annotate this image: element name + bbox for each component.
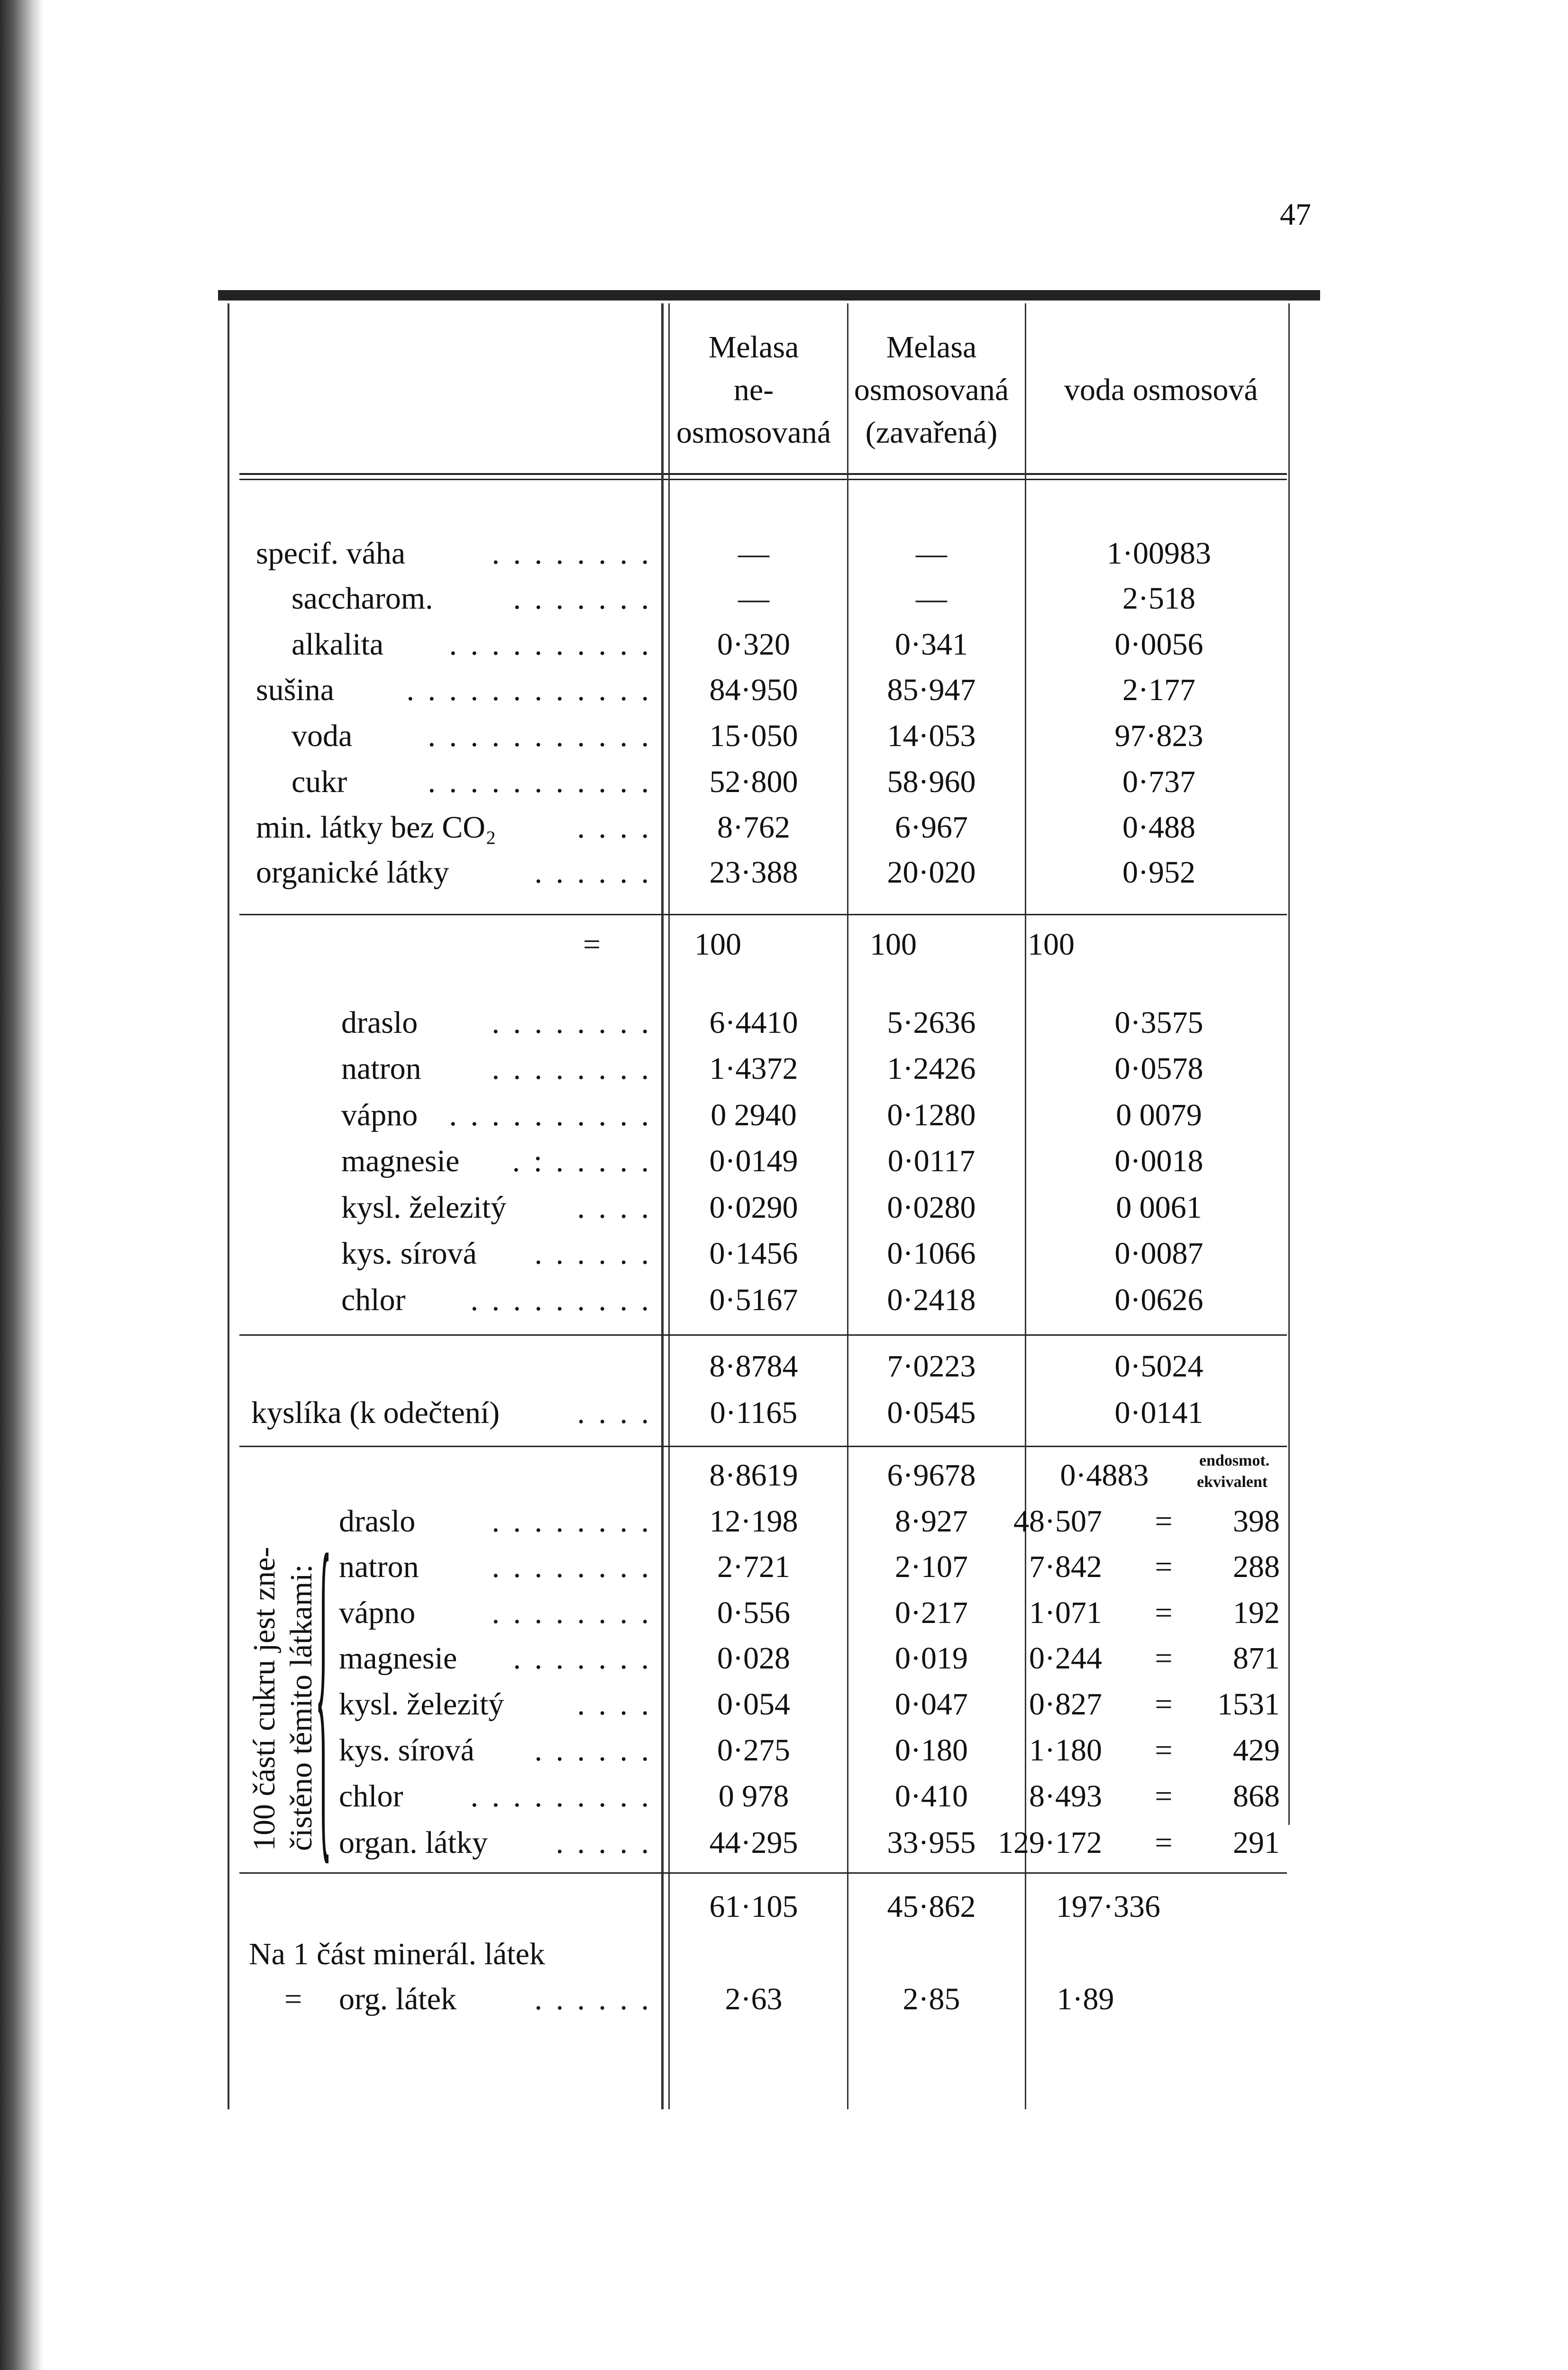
cell-value: 1·89 bbox=[1057, 1982, 1114, 2016]
cell-value: 0·320 bbox=[717, 627, 790, 662]
cell-value: 84·950 bbox=[709, 673, 798, 707]
row-label: draslo bbox=[339, 1504, 416, 1539]
sum-value: 7·0223 bbox=[887, 1349, 976, 1384]
cell-value: 0·2418 bbox=[887, 1283, 976, 1317]
cell-value: 0·0087 bbox=[1114, 1236, 1203, 1271]
cell-value: 0·488 bbox=[1122, 810, 1195, 845]
rotated-label-line: čistěno těmito látkami: bbox=[284, 1564, 319, 1851]
row-label: kyslíka (k odečtení) bbox=[251, 1395, 500, 1430]
cell-value: 14·053 bbox=[887, 719, 976, 753]
dot-leader: . . . . . . . . bbox=[492, 1051, 652, 1086]
row-label: magnesie bbox=[341, 1144, 460, 1178]
dot-leader: . . . . . . . . bbox=[492, 1595, 652, 1630]
dot-leader: . . . . . . . . bbox=[492, 1550, 652, 1584]
dot-leader: . . . . bbox=[577, 1190, 652, 1225]
cell-value: 0·0545 bbox=[887, 1395, 976, 1430]
cell-value: 8·927 bbox=[895, 1504, 968, 1539]
cell-value: 1·180 bbox=[1029, 1733, 1102, 1768]
dot-leader: . . . . . . . . bbox=[492, 536, 652, 571]
row-label: chlor bbox=[339, 1779, 403, 1814]
row-label: voda bbox=[292, 719, 353, 753]
cell-value: 2·85 bbox=[903, 1982, 960, 2016]
dot-leader: . . . . . . . . . . bbox=[449, 1098, 652, 1132]
cell-value: 0·275 bbox=[717, 1733, 790, 1768]
section-rule-2 bbox=[239, 1334, 1287, 1336]
cell-value: 1·2426 bbox=[887, 1051, 976, 1086]
cell-value: 0·1165 bbox=[710, 1395, 798, 1430]
header-bottom-rule bbox=[239, 473, 1287, 475]
equivalent-value: 1531 bbox=[1217, 1687, 1280, 1722]
equals-sign: = bbox=[1155, 1550, 1173, 1584]
cell-value: 0·0149 bbox=[709, 1144, 798, 1178]
cell-value: 33·955 bbox=[887, 1825, 976, 1860]
cell-value: 2·721 bbox=[717, 1550, 790, 1584]
endosmot-note: ekvivalent bbox=[1197, 1473, 1268, 1491]
cell-value: 5·2636 bbox=[887, 1005, 976, 1040]
equals-sign: = bbox=[1155, 1825, 1173, 1860]
row-label: chlor bbox=[341, 1283, 406, 1317]
dot-leader: . . . . . . bbox=[534, 1982, 652, 2016]
cell-value: 0·1456 bbox=[709, 1236, 798, 1271]
sum-equals: = bbox=[583, 927, 601, 962]
sum-value: 0·5024 bbox=[1114, 1349, 1203, 1384]
cell-value: 0·0018 bbox=[1114, 1144, 1203, 1178]
cell-value: 0·180 bbox=[895, 1733, 968, 1768]
sum-value: 61·105 bbox=[709, 1889, 798, 1924]
row-label: kysl. železitý bbox=[339, 1687, 504, 1722]
cell-value: 48·507 bbox=[1013, 1504, 1102, 1539]
cell-value: 0·827 bbox=[1029, 1687, 1102, 1722]
page-number: 47 bbox=[1280, 197, 1311, 232]
row-label: organ. látky bbox=[339, 1825, 488, 1860]
dot-leader: . . . . bbox=[577, 1687, 652, 1722]
equivalent-value: 398 bbox=[1233, 1504, 1280, 1539]
cell-value: 2·63 bbox=[725, 1982, 783, 2016]
ratio-label: Na 1 část minerál. látek bbox=[249, 1937, 545, 1971]
header-bottom-rule-2 bbox=[239, 479, 1287, 480]
cell-value: 0·019 bbox=[895, 1641, 968, 1676]
dot-leader: . . . . . . . bbox=[513, 581, 652, 616]
cell-value: — bbox=[916, 581, 947, 616]
cell-value: 0 0079 bbox=[1116, 1098, 1202, 1132]
equivalent-value: 868 bbox=[1233, 1779, 1280, 1814]
cell-value: 0·0626 bbox=[1114, 1283, 1203, 1317]
dot-leader: . . . . . . . . . . . bbox=[428, 765, 652, 799]
row-label: vápno bbox=[341, 1098, 418, 1132]
cell-value: 0·054 bbox=[717, 1687, 790, 1722]
cell-value: 44·295 bbox=[709, 1825, 798, 1860]
dot-leader: . . . . . . . . . . . . bbox=[406, 673, 652, 707]
dot-leader: . . . . . . . . bbox=[492, 1504, 652, 1539]
cell-value: 8·493 bbox=[1029, 1779, 1102, 1814]
header-col2-line: Melasa bbox=[886, 330, 977, 365]
header-col2-line: osmosovaná bbox=[854, 373, 1009, 407]
cell-value: 0·952 bbox=[1122, 855, 1195, 890]
cell-value: 0·5167 bbox=[709, 1283, 798, 1317]
equals-sign: = bbox=[1155, 1687, 1173, 1722]
sum-value: 45·862 bbox=[887, 1889, 976, 1924]
dot-leader: . . . . . . . . . bbox=[470, 1283, 652, 1317]
top-double-rule bbox=[218, 290, 1320, 301]
dot-leader: . . . . . . bbox=[534, 1733, 652, 1768]
cell-value: 0·0280 bbox=[887, 1190, 976, 1225]
cell-value: 0·047 bbox=[895, 1687, 968, 1722]
dot-leader: . . . . . . . . . bbox=[470, 1779, 652, 1814]
equivalent-value: 288 bbox=[1233, 1550, 1280, 1584]
sum-value: 197·336 bbox=[1056, 1889, 1160, 1924]
row-label: saccharom. bbox=[292, 581, 433, 616]
cell-value: 7·842 bbox=[1029, 1550, 1102, 1584]
brace: { bbox=[315, 1479, 332, 1896]
equals-sign: = bbox=[1155, 1641, 1173, 1676]
row-label: cukr bbox=[292, 765, 347, 799]
cell-value: 129·172 bbox=[998, 1825, 1102, 1860]
dot-leader: . . . . . . . bbox=[513, 1641, 652, 1676]
cell-value: 0 2940 bbox=[711, 1098, 797, 1132]
cell-value: 0·410 bbox=[895, 1779, 968, 1814]
equals-sign: = bbox=[1155, 1595, 1173, 1630]
equals-sign: = bbox=[1155, 1733, 1173, 1768]
cell-value: 0·028 bbox=[717, 1641, 790, 1676]
cell-value: 0·3575 bbox=[1114, 1005, 1203, 1040]
cell-value: 0 978 bbox=[718, 1779, 789, 1814]
cell-value: 58·960 bbox=[887, 765, 976, 799]
equivalent-value: 871 bbox=[1233, 1641, 1280, 1676]
rotated-label-line: 100 částí cukru jest zne- bbox=[247, 1547, 282, 1851]
equivalent-value: 192 bbox=[1233, 1595, 1280, 1630]
row-label: kys. sírová bbox=[339, 1733, 474, 1768]
header-col1-line: osmosovaná bbox=[676, 415, 831, 450]
row-label: vápno bbox=[339, 1595, 416, 1630]
sum-value: 6·9678 bbox=[887, 1458, 976, 1493]
header-col1-line: ne- bbox=[733, 373, 774, 407]
cell-value: 0·341 bbox=[895, 627, 968, 662]
cell-value: 0·737 bbox=[1122, 765, 1195, 799]
cell-value: 0·556 bbox=[717, 1595, 790, 1630]
row-label: natron bbox=[339, 1550, 419, 1584]
sum-value: 100 bbox=[870, 927, 917, 962]
dot-leader: . . . . . . . . bbox=[492, 1005, 652, 1040]
cell-value: 2·518 bbox=[1122, 581, 1195, 616]
ratio-equals: = bbox=[284, 1982, 302, 2016]
equivalent-value: 429 bbox=[1233, 1733, 1280, 1768]
sum-value: 100 bbox=[694, 927, 741, 962]
equals-sign: = bbox=[1155, 1504, 1173, 1539]
ratio-label: org. látek bbox=[339, 1982, 457, 2016]
sum-value: 100 bbox=[1028, 927, 1075, 962]
cell-value: 0·217 bbox=[895, 1595, 968, 1630]
cell-value: 6·967 bbox=[895, 810, 968, 845]
dot-leader: . . . . . . . . . . . bbox=[428, 719, 652, 753]
row-label: kysl. železitý bbox=[341, 1190, 507, 1225]
section-rule-1 bbox=[239, 914, 1287, 915]
row-label: magnesie bbox=[339, 1641, 457, 1676]
cell-value: 2·107 bbox=[895, 1550, 968, 1584]
cell-value: 0·0056 bbox=[1114, 627, 1203, 662]
sum-value: 8·8619 bbox=[709, 1458, 798, 1493]
cell-value: 6·4410 bbox=[709, 1005, 798, 1040]
cell-value: 52·800 bbox=[709, 765, 798, 799]
cell-value: 0·1280 bbox=[887, 1098, 976, 1132]
cell-value: 20·020 bbox=[887, 855, 976, 890]
header-col3: voda osmosová bbox=[1064, 373, 1258, 407]
cell-value: 0·0141 bbox=[1114, 1395, 1203, 1430]
row-label: min. látky bez CO₂ bbox=[256, 810, 496, 845]
section-rule-4 bbox=[239, 1872, 1287, 1874]
cell-value: — bbox=[916, 536, 947, 571]
cell-value: 2·177 bbox=[1122, 673, 1195, 707]
row-label: kys. sírová bbox=[341, 1236, 477, 1271]
cell-value: 1·00983 bbox=[1107, 536, 1211, 571]
sum-value: 8·8784 bbox=[709, 1349, 798, 1384]
cell-value: 0·0117 bbox=[887, 1144, 975, 1178]
row-label: organické látky bbox=[256, 855, 449, 890]
cell-value: 1·071 bbox=[1029, 1595, 1102, 1630]
dot-leader: . . . . . bbox=[556, 1825, 652, 1860]
dot-leader: . : . . . . . bbox=[512, 1144, 652, 1178]
row-label: sušina bbox=[256, 673, 334, 707]
dot-leader: . . . . . . bbox=[534, 1236, 652, 1271]
equals-sign: = bbox=[1155, 1779, 1173, 1814]
row-label: natron bbox=[341, 1051, 421, 1086]
cell-value: 12·198 bbox=[709, 1504, 798, 1539]
cell-value: 97·823 bbox=[1114, 719, 1203, 753]
row-label: draslo bbox=[341, 1005, 418, 1040]
cell-value: 0·1066 bbox=[887, 1236, 976, 1271]
sum-value: 0·4883 bbox=[1060, 1458, 1149, 1493]
cell-value: 1·4372 bbox=[709, 1051, 798, 1086]
cell-value: — bbox=[738, 536, 769, 571]
cell-value: 85·947 bbox=[887, 673, 976, 707]
header-col2-line: (zavařená) bbox=[865, 415, 998, 450]
cell-value: 23·388 bbox=[709, 855, 798, 890]
row-label: alkalita bbox=[292, 627, 384, 662]
dot-leader: . . . . . . bbox=[534, 855, 652, 890]
cell-value: 0·0578 bbox=[1114, 1051, 1203, 1086]
dot-leader: . . . . bbox=[577, 1395, 652, 1430]
dot-leader: . . . . . . . . . . bbox=[449, 627, 652, 662]
section-rule-3 bbox=[239, 1446, 1287, 1447]
endosmot-note: endosmot. bbox=[1199, 1452, 1270, 1469]
left-border bbox=[228, 303, 229, 2109]
cell-value: 0·0290 bbox=[709, 1190, 798, 1225]
cell-value: — bbox=[738, 581, 769, 616]
header-col1-line: Melasa bbox=[708, 330, 799, 365]
cell-value: 8·762 bbox=[717, 810, 790, 845]
dot-leader: . . . . bbox=[577, 810, 652, 845]
column-rule-4 bbox=[1288, 303, 1290, 1825]
row-label: specif. váha bbox=[256, 536, 406, 571]
equivalent-value: 291 bbox=[1233, 1825, 1280, 1860]
cell-value: 15·050 bbox=[709, 719, 798, 753]
cell-value: 0 0061 bbox=[1116, 1190, 1202, 1225]
page-edge-shadow bbox=[0, 0, 44, 2370]
cell-value: 0·244 bbox=[1029, 1641, 1102, 1676]
